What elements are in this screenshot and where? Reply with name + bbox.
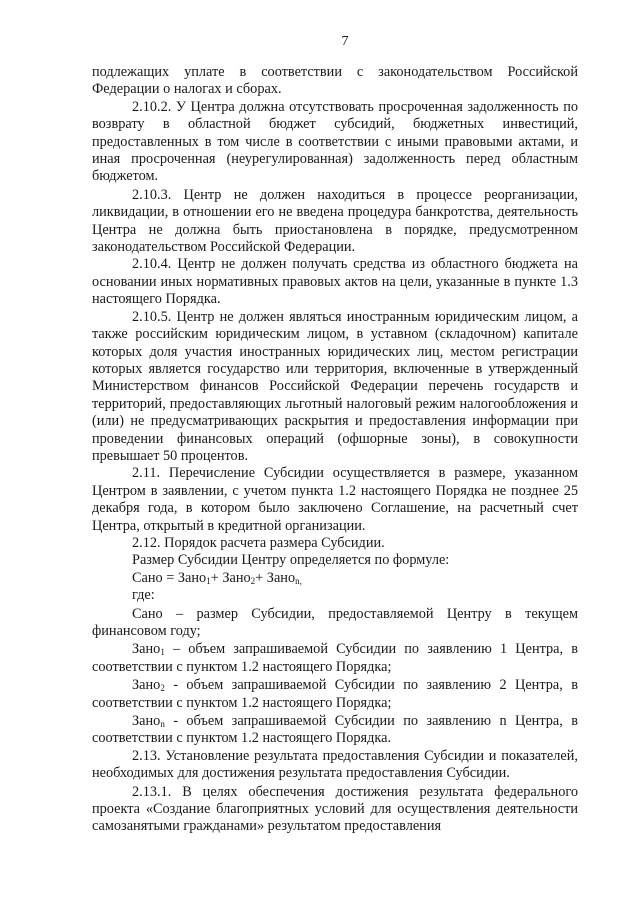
paragraph-2-13: 2.13. Установление результата предоставления Субсидии и показателей, необходимых для достижения результата предоставления Субсидии. xyxy=(92,747,578,782)
definition-text: - объем запрашиваемой Субсидии по заявлению n Центра, в соответствии с пунктом 1.2 настоящего Порядка. xyxy=(92,713,578,747)
definition-term: Зано xyxy=(132,713,161,730)
formula-intro: Размер Субсидии Центру определяется по формуле: xyxy=(132,552,450,569)
paragraph-2-10-3: 2.10.3. Центр не должен находиться в процессе реорганизации, ликвидации, в отношении его не введена процедура банкротства, деятельность Центра не должна быть приостановлена в порядке, предусмотренном законодательством Российской Федерации. xyxy=(92,186,578,256)
formula-sub-n: n, xyxy=(295,575,302,586)
paragraph-2-10-2: 2.10.2. У Центра должна отсутствовать просроченная задолженность по возврату в областной бюджет субсидий, бюджетных инвестиций, предоставленных в том числе в соответствии с иными правовыми актами, и иная просроченная (неурегулированная) задолженность перед областным бюджетом. xyxy=(92,98,578,185)
definition-text: – объем запрашиваемой Субсидии по заявлению 1 Центра, в соответствии с пунктом 1.2 настоящего Порядка; xyxy=(92,641,578,675)
paragraph-2-13-1: 2.13.1. В целях обеспечения достижения результата федерального проекта «Создание благоприятных условий для осуществления деятельности самозанятыми гражданами» результатом предоставления xyxy=(92,783,578,835)
definition-sub: n xyxy=(160,719,165,730)
definition-sano: Сано – размер Субсидии, предоставляемой Центру в текущем финансовом году; xyxy=(92,605,578,639)
formula-where: где: xyxy=(132,587,155,604)
definition-sub: 2 xyxy=(160,683,165,694)
definition-text: - объем запрашиваемой Субсидии по заявлению 2 Центра, в соответствии с пунктом 1.2 настоящего Порядка; xyxy=(92,677,578,711)
formula-sub-1: 1 xyxy=(206,575,211,586)
formula-term-2: + Зано xyxy=(210,569,251,586)
definition-sub: 1 xyxy=(160,647,165,658)
definition-zano-1 xyxy=(92,641,578,676)
paragraph-2-10-5: 2.10.5. Центр не должен являться иностранным юридическим лицом, а также российским юридическим лицом, в уставном (складочном) капитале которых доля участия иностранных юридических лиц, местом регистрации которых является государство или территория, включенные в утвержденный Министерством финансов Российской Федерации перечень государств и территорий, предоставляющих льготный налоговый режим налогообложения и (или) не предусматривающих раскрытия и предоставления информации при проведении финансовых операций (офшорные зоны), в совокупности превышает 50 процентов. xyxy=(92,308,578,464)
paragraph-2-11: 2.11. Перечисление Субсидии осуществляется в размере, указанном Центром в заявлении, с учетом пункта 1.2 настоящего Порядка не позднее 25 декабря года, в котором было заключено Соглашение, на расчетный счет Центра, открытый в кредитной организации. xyxy=(92,465,578,534)
definition-term: Зано xyxy=(132,641,161,658)
definition-zano-n xyxy=(92,713,578,748)
formula-sub-2: 2 xyxy=(250,575,256,586)
definition-zano-2 xyxy=(92,677,578,712)
paragraph-continuation: подлежащих уплате в соответствии с законодательством Российской Федерации о налогах и сборах. xyxy=(92,64,578,98)
formula xyxy=(92,570,578,587)
formula-term-n: + Зано xyxy=(255,569,296,586)
paragraph-2-10-4: 2.10.4. Центр не должен получать средства из областного бюджета на основании иных нормативных правовых актов на цели, указанные в пункте 1.3 настоящего Порядка. xyxy=(92,256,578,308)
formula-lhs: Сано = Зано xyxy=(132,569,207,586)
paragraph-2-12: 2.12. Порядок расчета размера Субсидии. xyxy=(132,534,385,551)
page-number: 7 xyxy=(341,34,349,49)
definition-term: Зано xyxy=(132,677,161,694)
